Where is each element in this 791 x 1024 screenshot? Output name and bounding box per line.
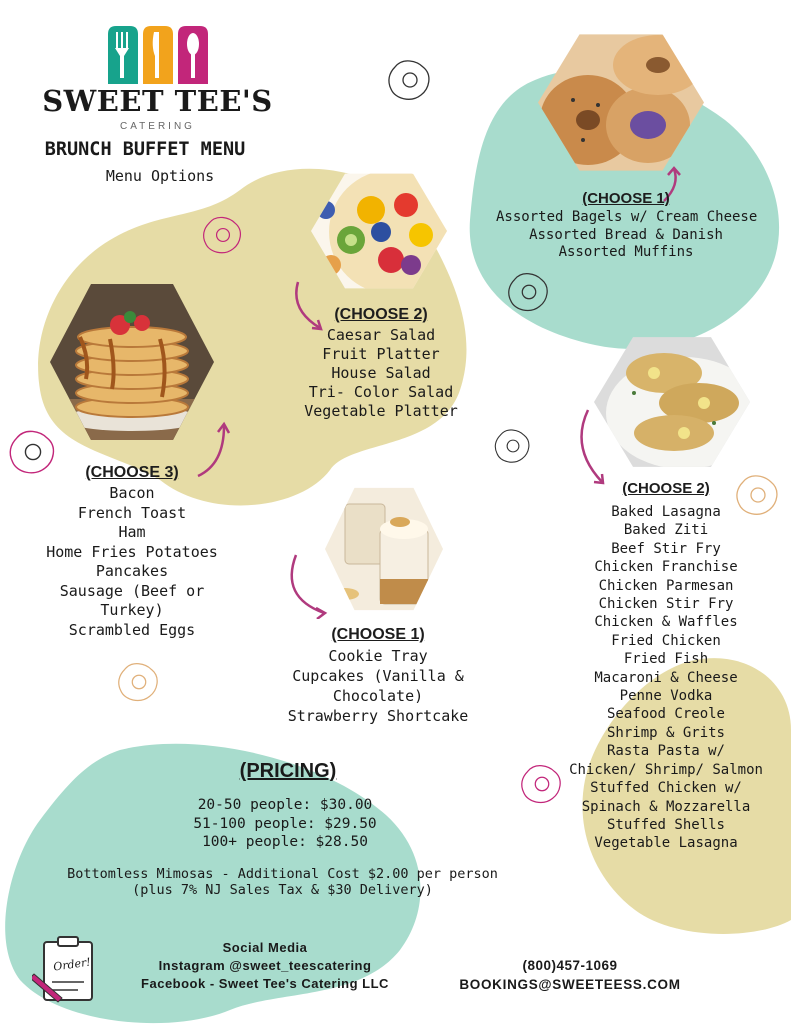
pricing-heading: (PRICING) bbox=[239, 760, 337, 782]
entrees-heading: (CHOOSE 2) bbox=[622, 480, 710, 497]
salads-heading: (CHOOSE 2) bbox=[334, 306, 428, 323]
egg-doodle-icon bbox=[492, 425, 534, 467]
list-item: Strawberry Shortcake bbox=[287, 707, 469, 725]
list-item: Fried Fish bbox=[623, 651, 709, 668]
salads-section bbox=[296, 306, 466, 421]
brand-sub: CATERING bbox=[120, 121, 195, 132]
egg-doodle-icon bbox=[200, 212, 246, 258]
list-item: French Toast bbox=[77, 503, 187, 522]
arrow-icon bbox=[574, 408, 614, 488]
list-item: Scrambled Eggs bbox=[68, 620, 196, 639]
list-item: Stuffed Shells bbox=[606, 816, 725, 833]
price-tier: 100+ people: $28.50 bbox=[202, 834, 368, 850]
desserts-section bbox=[276, 626, 480, 726]
list-item: Seafood Creole bbox=[606, 706, 725, 723]
egg-doodle-icon bbox=[505, 268, 553, 316]
list-item: Assorted Bagels w/ Cream Cheese bbox=[496, 209, 758, 225]
list-item: Turkey) bbox=[100, 601, 164, 619]
list-item: Beef Stir Fry bbox=[611, 540, 721, 557]
list-item: Baked Ziti bbox=[623, 522, 709, 539]
list-item: Chicken Parmesan bbox=[598, 577, 734, 594]
list-item: Stuffed Chicken w/ bbox=[590, 780, 742, 797]
egg-doodle-icon bbox=[385, 55, 435, 105]
price-tier: 51-100 people: $29.50 bbox=[193, 815, 377, 832]
list-item: Caesar Salad bbox=[326, 326, 436, 344]
social-title: Social Media bbox=[222, 940, 308, 955]
entrees-section bbox=[560, 480, 772, 853]
logo bbox=[40, 26, 275, 136]
list-item: Fried Chicken bbox=[611, 632, 721, 649]
list-item: Chocolate) bbox=[332, 687, 424, 705]
list-item: House Salad bbox=[331, 364, 431, 382]
mimosa-note: Bottomless Mimosas - Additional Cost $2.00 per person bbox=[67, 866, 498, 882]
list-item: Spinach & Mozzarella bbox=[581, 798, 751, 815]
list-item: Chicken Stir Fry bbox=[598, 596, 734, 613]
breakfast-heading: (CHOOSE 3) bbox=[85, 464, 179, 481]
facebook-link[interactable]: Facebook - Sweet Tee's Catering LLC bbox=[141, 976, 389, 991]
list-item: Rasta Pasta w/ bbox=[606, 743, 725, 760]
list-item: Cookie Tray bbox=[328, 647, 428, 665]
price-tier: 20-50 people: $30.00 bbox=[197, 797, 373, 813]
list-item: Ham bbox=[118, 523, 146, 541]
bakery-section bbox=[496, 190, 756, 262]
page-subtitle: Menu Options bbox=[105, 167, 215, 185]
egg-doodle-icon bbox=[518, 760, 566, 808]
booking-email[interactable]: BOOKINGS@SWEETEESS.COM bbox=[459, 977, 681, 992]
list-item: Chicken Franchise bbox=[594, 559, 738, 576]
order-badge-text: Order! bbox=[52, 955, 92, 974]
list-item: Bacon bbox=[109, 484, 155, 502]
instagram-link[interactable]: Instagram @sweet_teescatering bbox=[158, 958, 372, 973]
list-item: Assorted Muffins bbox=[558, 244, 694, 260]
entrees-list bbox=[560, 503, 772, 853]
list-item: Penne Vodka bbox=[619, 688, 713, 705]
list-item: Assorted Bread & Danish bbox=[529, 226, 723, 243]
list-item: Chicken/ Shrimp/ Salmon bbox=[569, 761, 763, 778]
list-item: Fruit Platter bbox=[322, 345, 440, 363]
arrow-icon bbox=[286, 553, 332, 619]
tax-note: (plus 7% NJ Sales Tax & $30 Delivery) bbox=[132, 882, 433, 898]
list-item: Pancakes bbox=[95, 562, 169, 580]
list-item: Macaroni & Cheese bbox=[594, 669, 738, 686]
list-item: Vegetable Platter bbox=[304, 402, 458, 420]
breakfast-list bbox=[42, 484, 222, 640]
bakery-heading: (CHOOSE 1) bbox=[582, 190, 670, 207]
list-item: Tri- Color Salad bbox=[308, 383, 454, 401]
desserts-heading: (CHOOSE 1) bbox=[331, 626, 425, 643]
page-title: BRUNCH BUFFET MENU bbox=[44, 139, 246, 160]
list-item: Vegetable Lasagna bbox=[594, 835, 738, 852]
list-item: Baked Lasagna bbox=[611, 504, 721, 520]
salads-list bbox=[296, 326, 466, 421]
list-item: Cupcakes (Vanilla & bbox=[292, 667, 464, 685]
bakery-list bbox=[496, 209, 756, 262]
breakfast-section bbox=[42, 464, 222, 640]
list-item: Sausage (Beef or bbox=[59, 581, 205, 600]
utensils-logo-icon bbox=[106, 26, 210, 84]
list-item: Chicken & Waffles bbox=[594, 614, 738, 631]
pricing-tiers bbox=[170, 796, 400, 852]
desserts-list bbox=[276, 646, 480, 726]
list-item: Home Fries Potatoes bbox=[46, 542, 218, 561]
list-item: Shrimp & Grits bbox=[606, 724, 725, 741]
phone-number[interactable]: (800)457-1069 bbox=[522, 958, 618, 973]
egg-doodle-icon bbox=[115, 658, 163, 706]
brand-name: SWEET TEE'S bbox=[42, 84, 273, 118]
